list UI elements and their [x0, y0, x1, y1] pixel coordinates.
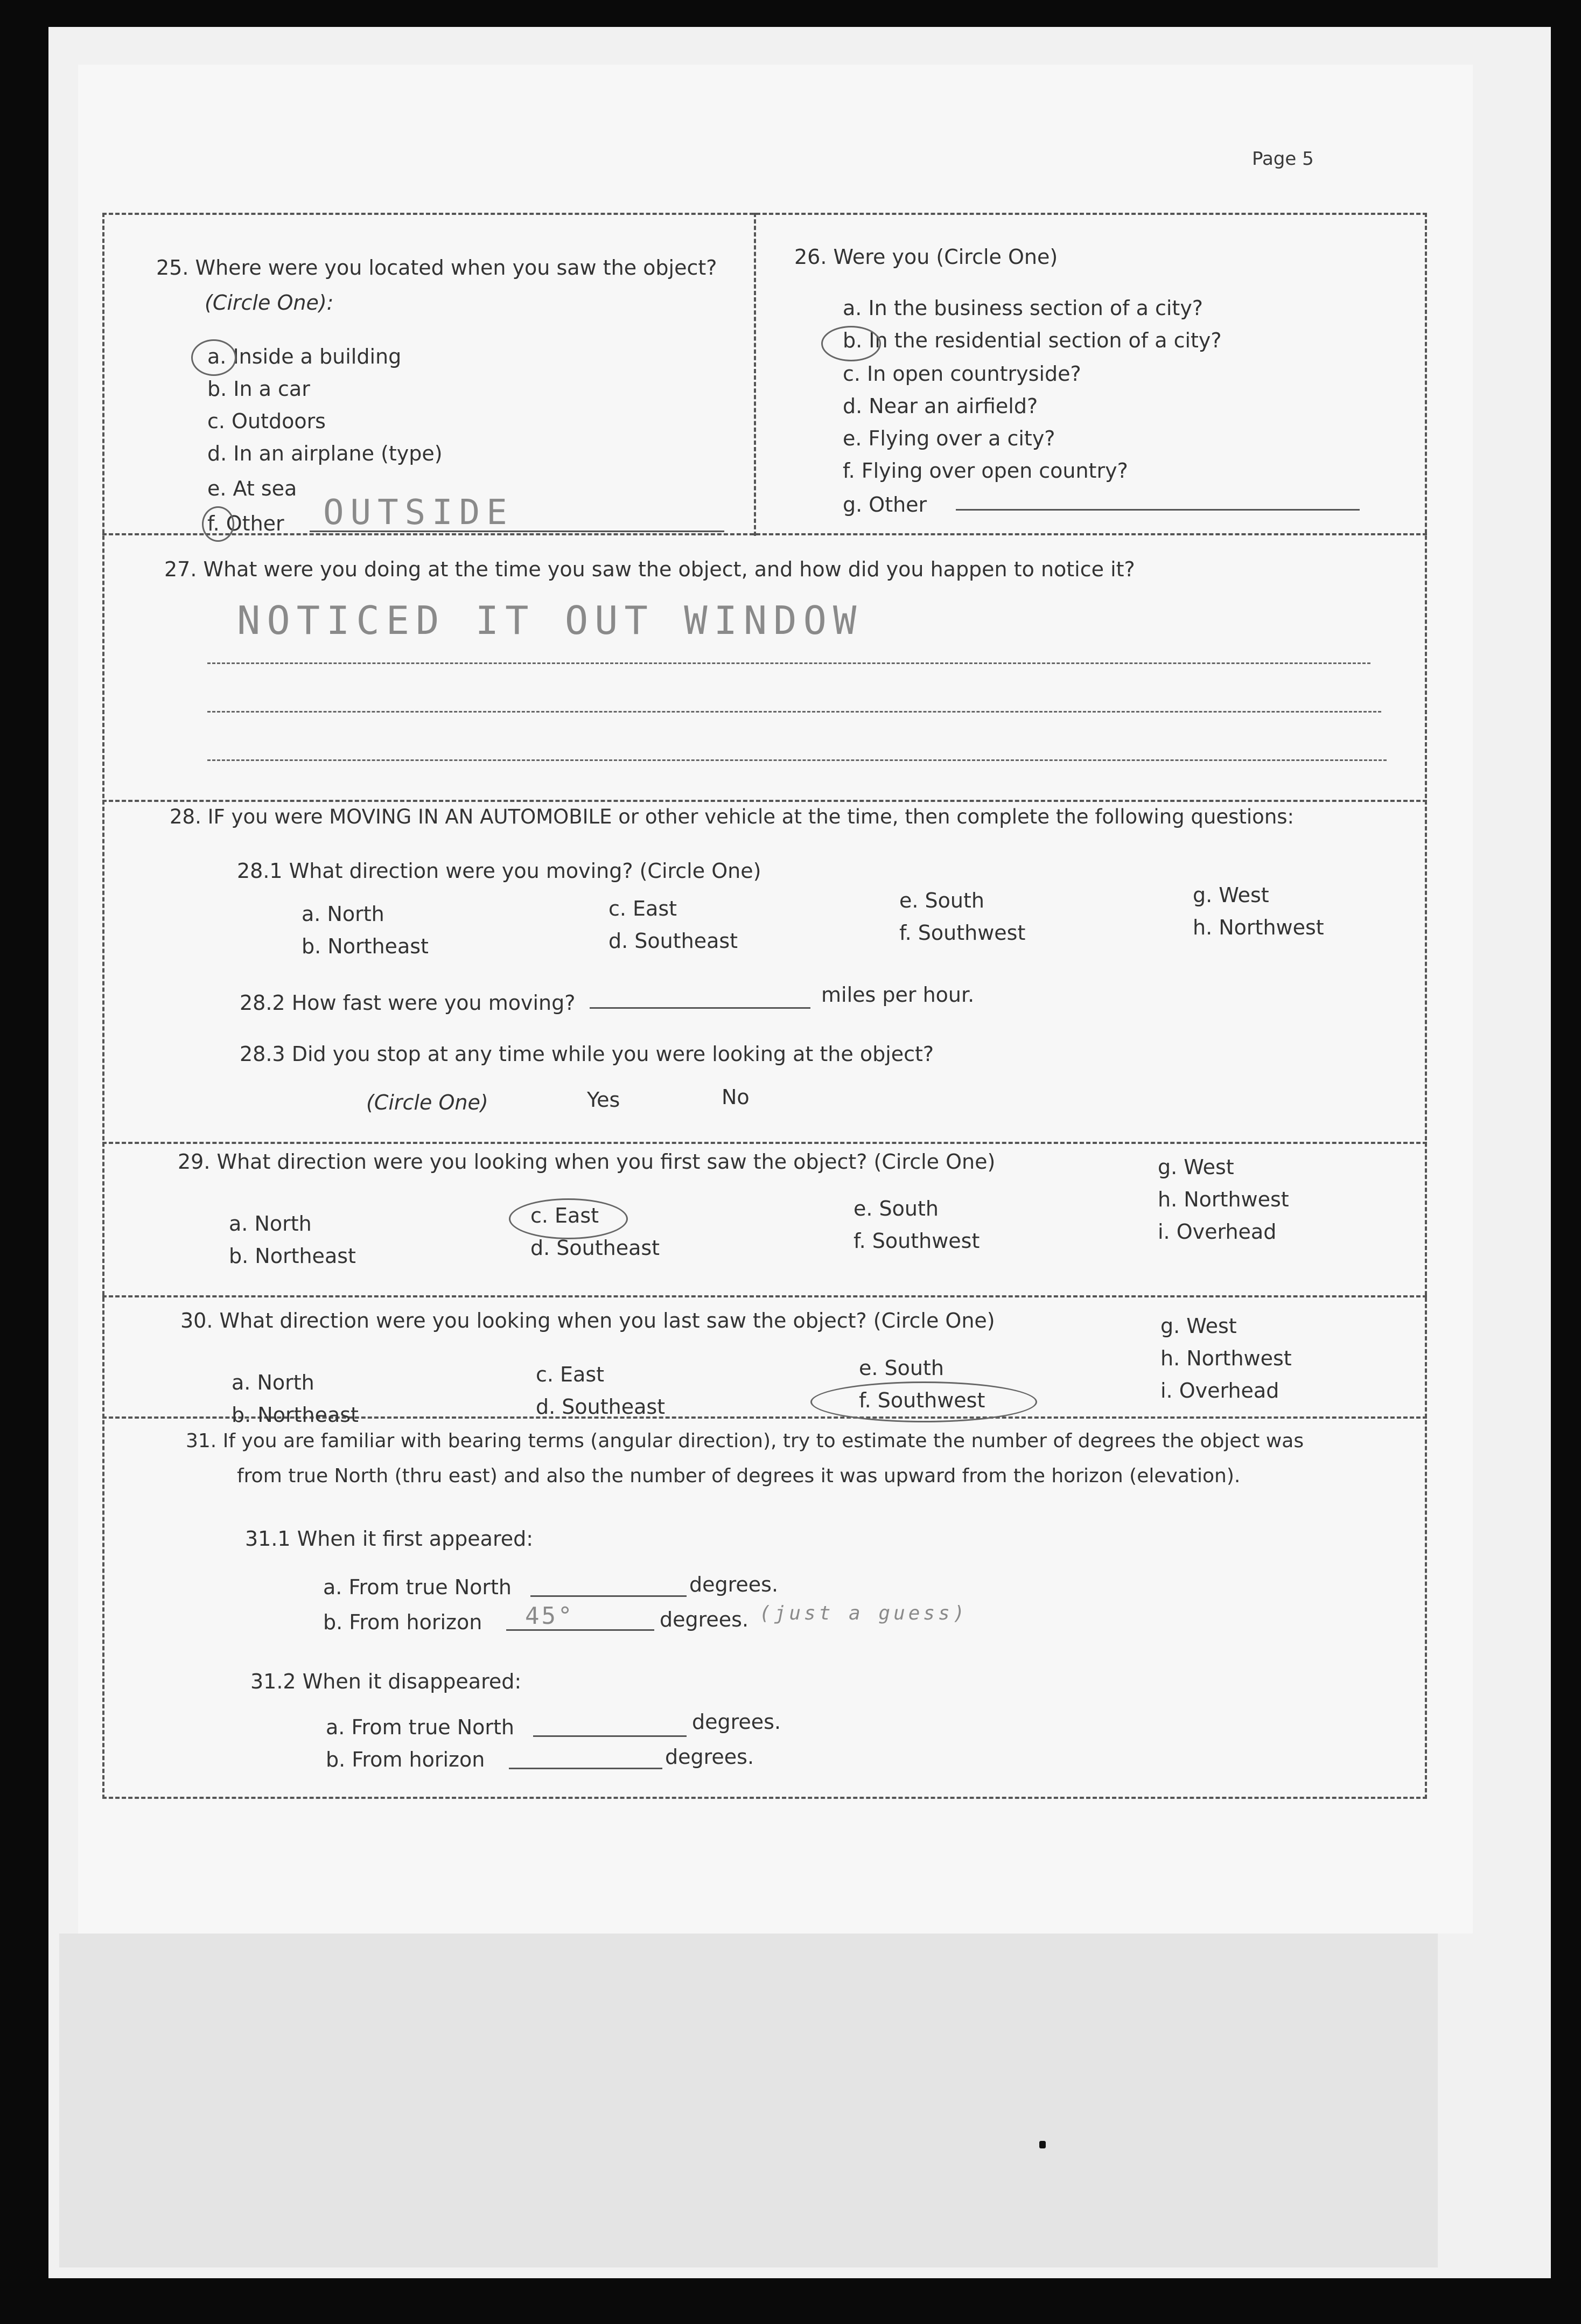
q28-3-no: No: [722, 1085, 750, 1109]
q28-2-units: miles per hour.: [821, 983, 975, 1007]
q25-option-c: c. Outdoors: [207, 409, 326, 433]
q28-2-question: 28.2 How fast were you moving?: [240, 991, 576, 1015]
q30-north: a. North: [232, 1371, 314, 1394]
q30-southwest: f. Southwest: [859, 1388, 985, 1412]
q28-1-south: e. South: [899, 889, 984, 912]
q28-1-southeast: d. Southeast: [608, 929, 738, 953]
q26-option-a: a. In the business section of a city?: [843, 296, 1203, 320]
q28-1-north: a. North: [302, 902, 384, 926]
q26-option-e: e. Flying over a city?: [843, 427, 1055, 450]
q27-answer-line-3: [207, 759, 1387, 761]
q31-1-true-north-unit: degrees.: [689, 1573, 779, 1596]
q29-east: c. East: [530, 1204, 599, 1227]
q28-1-northwest: h. Northwest: [1193, 916, 1324, 939]
q29-overhead: i. Overhead: [1158, 1220, 1277, 1244]
q31-question-line-2: from true North (thru east) and also the number of degrees it was upward from the horizon (elevation).: [237, 1465, 1241, 1487]
q31-2-true-north-unit: degrees.: [692, 1710, 781, 1734]
q25-other-answer: OUTSIDE: [323, 493, 514, 533]
q30-east: c. East: [536, 1363, 605, 1386]
q28-2-speed-blank: [590, 1007, 810, 1009]
q25-option-e: e. At sea: [207, 477, 297, 500]
q30-overhead: i. Overhead: [1160, 1379, 1279, 1402]
scan-speck: [1039, 2141, 1046, 2148]
q30-west: g. West: [1160, 1314, 1237, 1338]
q26-other-blank: [956, 509, 1360, 511]
q28-1-southwest: f. Southwest: [899, 921, 1026, 945]
q31-2-heading: 31.2 When it disappeared:: [250, 1670, 522, 1693]
q31-1-horizon-label: b. From horizon: [323, 1610, 482, 1634]
q28-question: 28. IF you were MOVING IN AN AUTOMOBILE or other vehicle at the time, then complete the following questions:: [170, 805, 1295, 828]
divider-after-27: [102, 800, 1427, 802]
q27-answer-line-2: [207, 711, 1381, 713]
q27-answer-line-1: [207, 662, 1370, 664]
q28-1-northeast: b. Northeast: [302, 934, 429, 958]
q26-option-f: f. Flying over open country?: [843, 459, 1128, 483]
divider-after-25-26: [102, 533, 1427, 535]
q28-3-yes: Yes: [587, 1088, 620, 1112]
q29-northwest: h. Northwest: [1158, 1188, 1289, 1211]
q30-northeast: b. Northeast: [232, 1403, 359, 1427]
divider-after-29: [102, 1295, 1427, 1297]
q29-west: g. West: [1158, 1155, 1234, 1179]
q30-question: 30. What direction were you looking when you last saw the object? (Circle One): [180, 1309, 995, 1332]
q29-north: a. North: [229, 1212, 312, 1236]
q25-option-d: d. In an airplane (type): [207, 442, 443, 465]
q26-question: 26. Were you (Circle One): [794, 245, 1058, 269]
q29-south: e. South: [854, 1197, 939, 1220]
q29-question: 29. What direction were you looking when you first saw the object? (Circle One): [178, 1150, 996, 1174]
q31-1-horizon-unit: degrees.: [660, 1608, 749, 1631]
q28-1-west: g. West: [1193, 883, 1269, 907]
q31-2-horizon-label: b. From horizon: [326, 1748, 485, 1771]
q28-1-east: c. East: [608, 897, 677, 920]
q30-circled-southwest: [810, 1381, 1037, 1422]
q29-northeast: b. Northeast: [229, 1244, 356, 1268]
q31-1-true-north-label: a. From true North: [323, 1575, 512, 1599]
q28-3-question: 28.3 Did you stop at any time while you were looking at the object?: [240, 1042, 934, 1066]
q30-south: e. South: [859, 1356, 944, 1380]
q31-2-true-north-label: a. From true North: [326, 1715, 515, 1739]
q25-option-a: a. Inside a building: [207, 345, 402, 368]
divider-25-26: [754, 213, 756, 536]
q30-northwest: h. Northwest: [1160, 1346, 1292, 1370]
paper-lower-area: [59, 1934, 1438, 2267]
q26-option-d: d. Near an airfield?: [843, 394, 1038, 418]
q25-option-b: b. In a car: [207, 377, 310, 401]
q25-circled-a: [191, 339, 236, 376]
q31-1-heading: 31.1 When it first appeared:: [245, 1527, 534, 1551]
q28-3-instruction: (Circle One): [366, 1091, 488, 1114]
q26-option-c: c. In open countryside?: [843, 362, 1081, 386]
q28-1-question: 28.1 What direction were you moving? (Circle One): [237, 859, 761, 883]
q26-option-b: b. In the residential section of a city?: [843, 329, 1222, 352]
q29-southeast: d. Southeast: [530, 1236, 660, 1260]
q25-circled-f: [202, 506, 234, 542]
q29-circled-east: [509, 1198, 628, 1239]
q31-1-horizon-note: (just a guess): [759, 1602, 968, 1624]
q26-circled-b: [821, 326, 881, 361]
q31-2-horizon-unit: degrees.: [665, 1745, 754, 1769]
q27-answer: NOTICED IT OUT WINDOW: [237, 598, 863, 643]
q29-southwest: f. Southwest: [854, 1229, 980, 1253]
q31-1-horizon-answer: 45°: [525, 1602, 575, 1630]
q26-option-g: g. Other: [843, 493, 927, 517]
q25-question: 25. Where were you located when you saw the object?: [156, 256, 717, 280]
q31-2-true-north-blank: [533, 1735, 687, 1737]
q31-2-horizon-blank: [509, 1768, 662, 1769]
q31-1-true-north-blank: [530, 1595, 687, 1597]
q27-question: 27. What were you doing at the time you saw the object, and how did you happen to notice it?: [164, 557, 1135, 581]
q25-option-f: f. Other: [207, 512, 284, 535]
q31-question-line-1: 31. If you are familiar with bearing terms (angular direction), try to estimate the number of degrees the object was: [186, 1430, 1304, 1452]
divider-after-28: [102, 1142, 1427, 1144]
q30-southeast: d. Southeast: [536, 1395, 666, 1419]
page-number: Page 5: [1252, 148, 1314, 170]
q25-instruction: (Circle One):: [205, 291, 334, 315]
